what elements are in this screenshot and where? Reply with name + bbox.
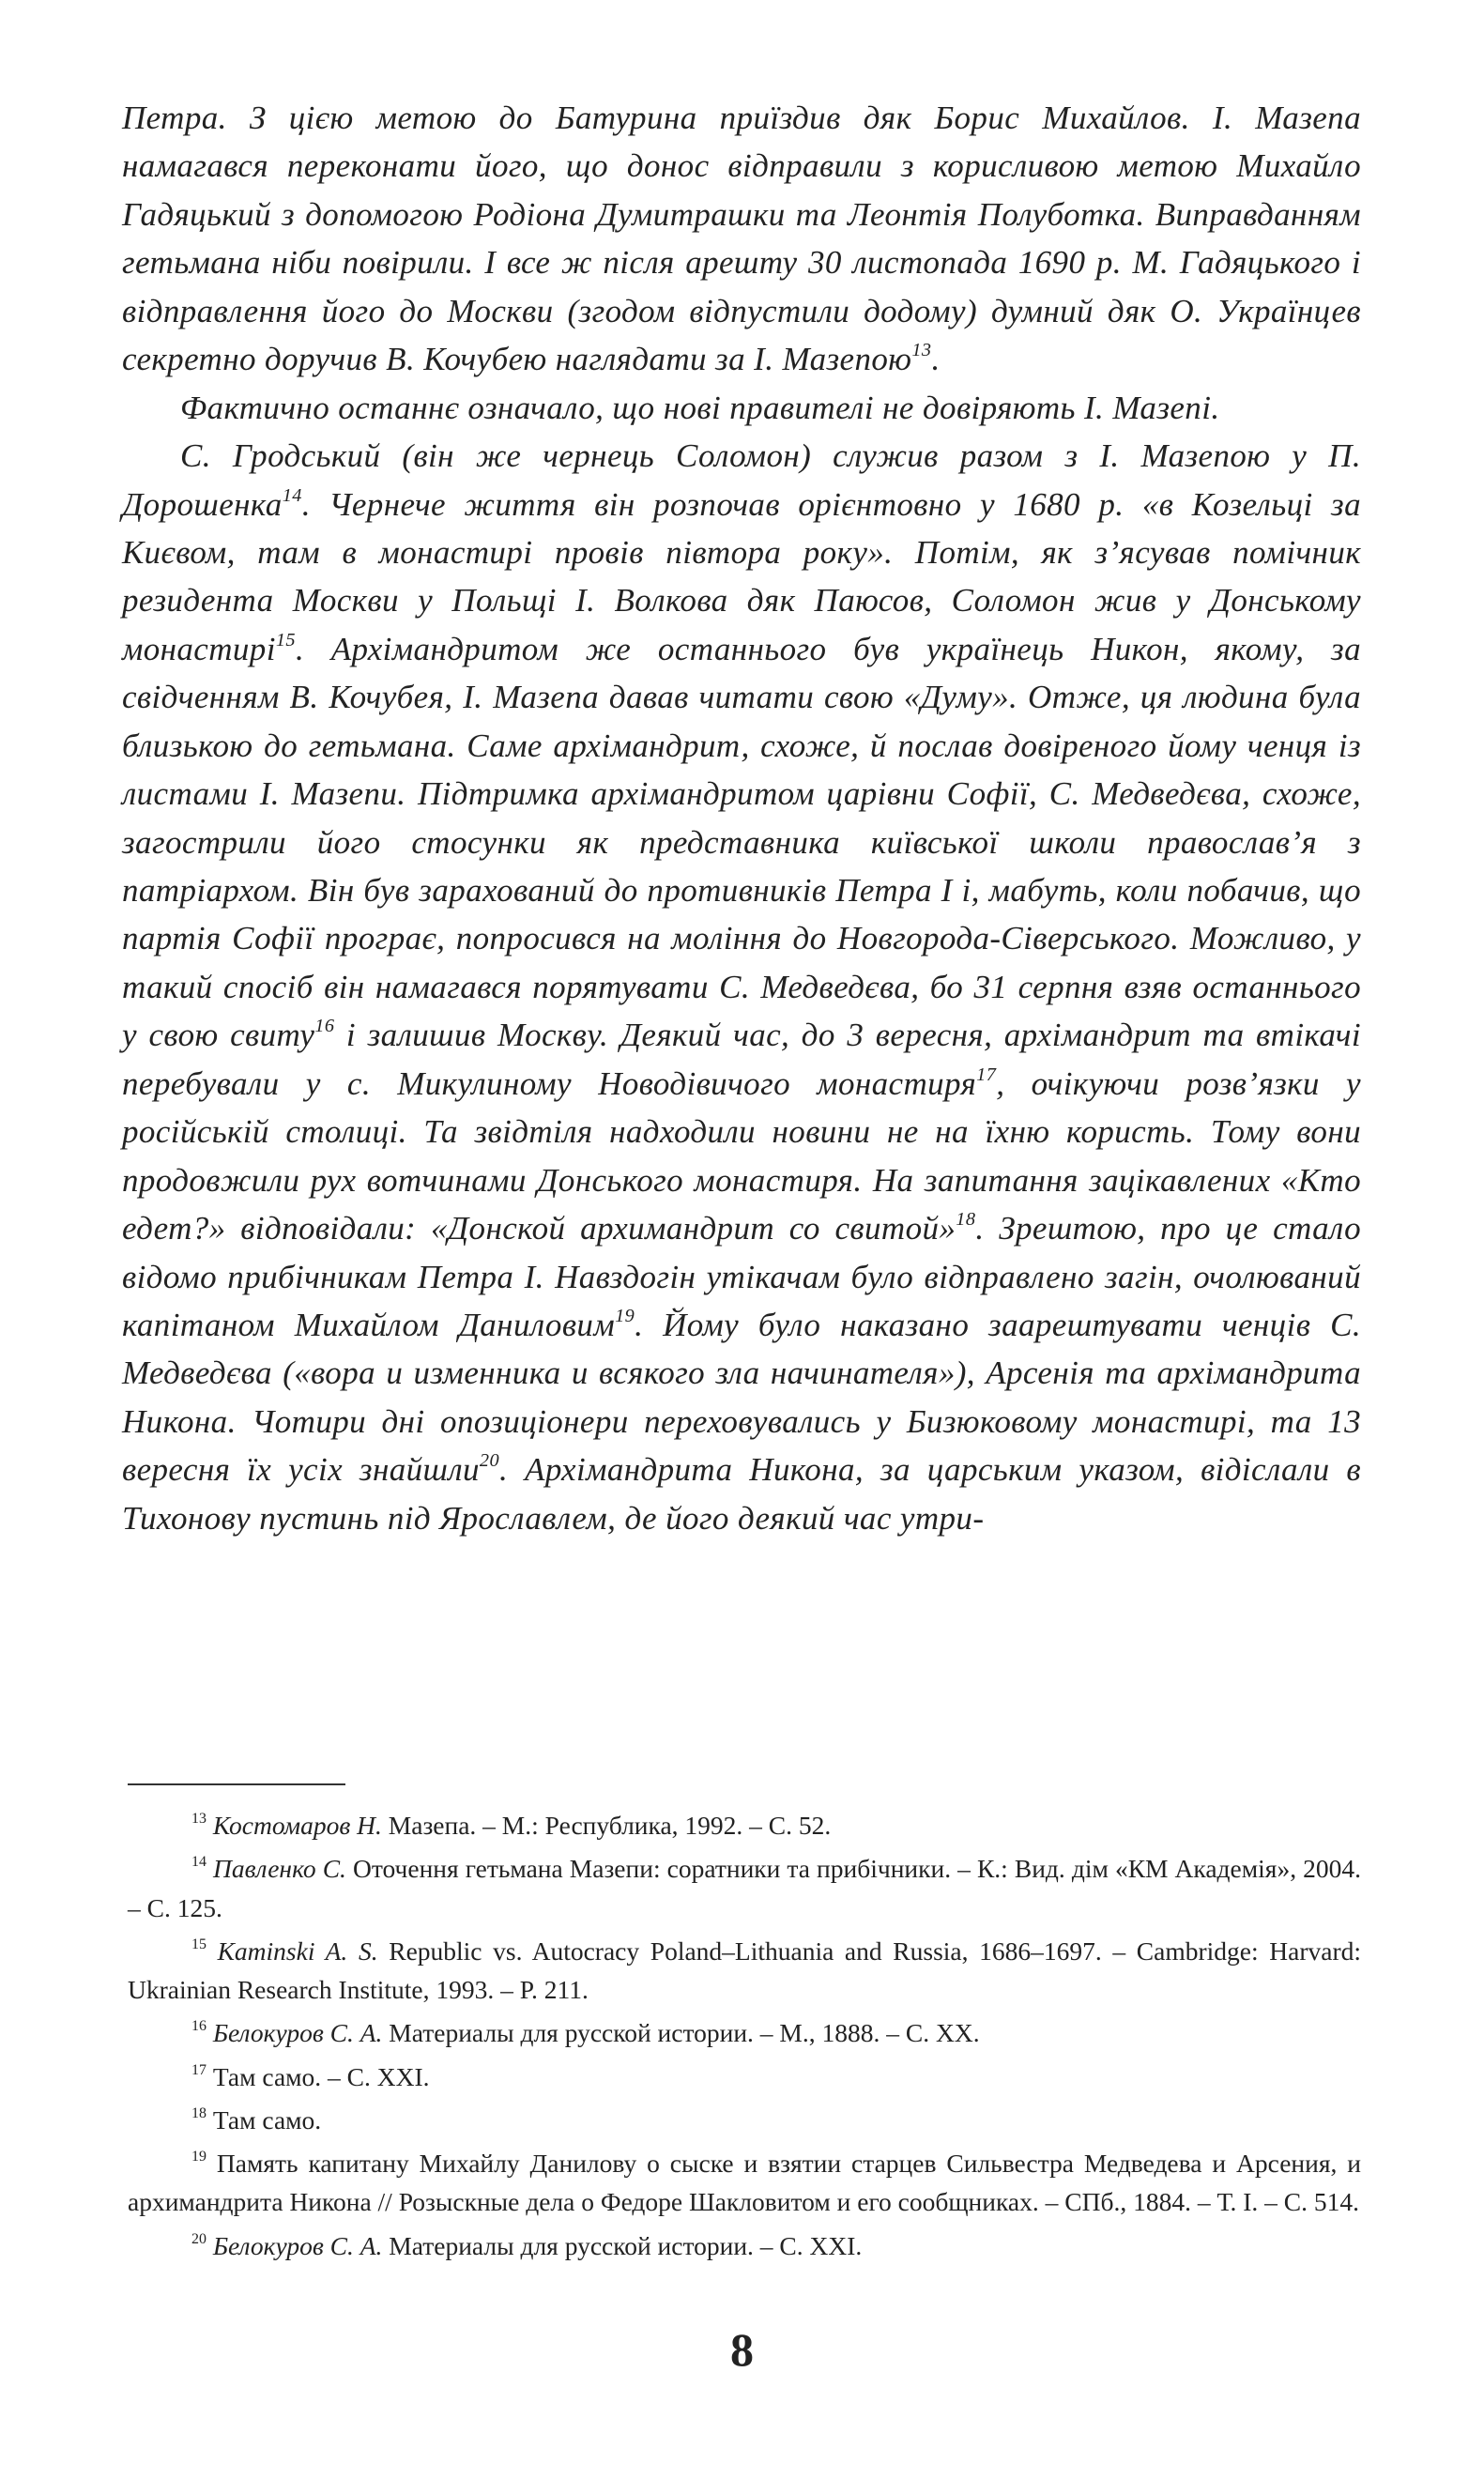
footnote-text: Republic vs. Autocracy Poland–Lithuania and Russia, 1686–1697. – Cambridge: Harvard: Ukrainian Research Institute, 1993. – P. 211. [128, 1936, 1362, 2004]
footnote-number: 13 [191, 1811, 207, 1828]
footnote-number: 20 [191, 2230, 207, 2247]
footnote-number: 19 [191, 2149, 207, 2165]
footnote-text: Там само. – С. XXI. [212, 2061, 430, 2091]
footnote-author: Костомаров Н. [212, 1811, 382, 1840]
footnote [128, 1932, 1361, 2010]
main-text [122, 94, 1361, 1542]
footnote [128, 2227, 1361, 2265]
footnote-text: Мазепа. – М.: Республика, 1992. – С. 52. [381, 1811, 832, 1840]
footnote [128, 2101, 1361, 2139]
footnote-author: Белокуров С. А. [212, 2230, 383, 2260]
footnote-ref: 15 [275, 629, 296, 650]
footnote-author: Павленко С. [213, 1854, 346, 1884]
footnote-ref: 13 [911, 339, 932, 360]
footnote-divider [128, 1783, 345, 1785]
footnote-text: Память капитану Михайлу Данилову о сыске и взятии старцев Сильвестра Медведева и Арсения, и архимандрита Никона // Розыскные дела о Федоре Шакловитом и его сообщниках. – СПб., 1884. – Т. I. – С. 514. [128, 2149, 1361, 2217]
footnote-text: Материалы для русской истории. – М., 1888. – С. XX. [382, 2018, 980, 2048]
paragraph-3: С. Гродський (він же чернець Соломон) служив разом з І. Мазепою у П. Дорошенка$^{14}$. Чернече життя він розпочав орієнтовно у 1680 р. «в Козельці за Києвом, там в монастирі провів півтора року». Потім, як з’ясував помічник резидента Москви у Польщі І. Волкова дяк Паюсов, Соломон жив у Донському монастирі$^{15}$. Архімандритом же останнього був українець Никон, якому, за свідченням В. Кочубея, І. Мазепа давав читати свою «Думу». Отже, ця людина була близькою до гетьмана. Саме архімандрит, схоже, й послав довіреного йому ченця із листами І. Мазепи. Підтримка архімандритом царівни Софії, С. Медведєва, схоже, загострили його стосунки як представника київської школи православ’я з патріархом. Він був зарахований до противників Петра І і, мабуть, коли побачив, що партія Софії програє, попросився на моління до Новгорода-Сіверського. Можливо, у такий спосіб він намагався порятувати С. Медведєва, бо 31 серпня взяв останнього у свою свиту$^{16}$ і залишив Москву. Деякий час, до 3 вересня, архімандрит та втікачі перебували у с. Микулиному Новодівичого монастиря$^{17}$, очікуючи розв’язки у російській столиці. Та звідтіля надходили новини не на їхню користь. Тому вони продовжили рух вотчинами Донського монастиря. На запитання зацікавлених «Кто едет?» відповідали: «Донской архимандрит со свитой»$^{18}$. Зрештою, про це стало відомо прибічникам Петра І. Навздогін утікачам було відправлено загін, очолюваний капітаном Михайлом Даниловим$^{19}$. Йому було наказано заарештувати ченців С. Медведєва («вора и изменника и всякого зла начинателя»), Арсенія та архімандрита Никона. Чотири дні опозиціонери переховувались у Бизюковому монастирі, та 13 вересня їх усіх знайшли$^{20}$. Архімандрита Никона, за царським указом, відіслали в Тихонову пустинь під Ярославлем, де його деякий час утри- [122, 437, 1361, 1537]
footnote-number: 16 [191, 2018, 207, 2035]
footnote-author: Белокуров С. А. [212, 2018, 383, 2048]
footnote-text: Оточення гетьмана Мазепи: соратники та прибічники. – К.: Вид. дім «КМ Академія», 2004. – С. 125. [128, 1854, 1361, 1922]
page-number: 8 [730, 2323, 754, 2376]
footnote [128, 2013, 1361, 2052]
footnote-ref: 14 [282, 484, 302, 506]
footnotes [128, 1806, 1361, 2270]
footnote-ref: 17 [976, 1064, 997, 1085]
footnote-ref: 18 [956, 1208, 976, 1230]
footnote-number: 14 [191, 1854, 207, 1871]
footnote-ref: 20 [479, 1450, 500, 1472]
footnote [128, 1849, 1361, 1927]
footnote-text: Материалы для русской истории. – С. XXI. [382, 2230, 863, 2260]
paragraph-2: Фактично останнє означало, що нові правителі не довіряють І. Мазепі. [180, 389, 1220, 426]
footnote-author: Kaminski A. S. [217, 1936, 378, 1966]
paragraph-1: Петра. З цією метою до Батурина приїздив дяк Борис Михайлов. І. Мазепа намагався переконати його, що донос відправили з корисливою метою Михайло Гадяцький з допомогою Родіона Думитрашки та Леонтія Полуботка. Виправданням гетьмана ніби повірили. І все ж після арешту 30 листопада 1690 р. М. Гадяцького і відправлення його до Москви (згодом відпустили додому) думний дяк О. Українцев секретно доручив В. Кочубею наглядати за І. Мазепою$^{13}$. [122, 99, 1361, 378]
footnote [128, 2144, 1361, 2222]
footnote-number: 15 [191, 1936, 207, 1952]
footnote-text: Там само. [212, 2104, 322, 2135]
footnote-ref: 16 [314, 1016, 335, 1037]
footnote-number: 18 [191, 2104, 207, 2121]
footnote-number: 17 [191, 2061, 207, 2078]
footnote-ref: 19 [615, 1305, 635, 1326]
footnote [128, 2058, 1361, 2096]
footnote [128, 1806, 1361, 1844]
